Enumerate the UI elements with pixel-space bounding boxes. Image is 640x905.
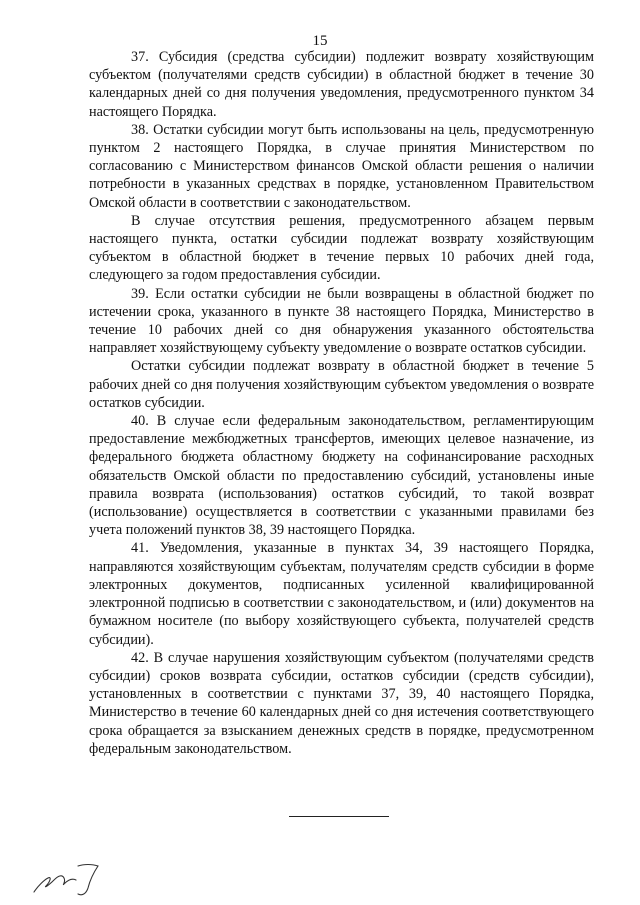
paragraph-38: 38. Остатки субсидии могут быть использованы на цель, предусмотренную пунктом 2 настоящего Порядка, в случае принятия Министерством по согласованию с Министерством финансов Омской области решения о наличии потребности в указанных средствах в порядке, установленном Правительством Омской области в соответствии с законодательством. [89,121,594,211]
handwritten-initials [28,856,118,898]
paragraph-39-second: Остатки субсидии подлежат возврату в областной бюджет в течение 5 рабочих дней со дня получения хозяйствующим субъектом уведомления о возврате остатков субсидии. [89,358,594,411]
paragraph-38-second: В случае отсутствия решения, предусмотренного абзацем первым настоящего пункта, остатки субсидии подлежат возврату хозяйствующим субъектом в областной бюджет в течение первых 10 рабочих дней года, следующего за годом предоставления субсидии. [89,212,594,284]
document-body [89,48,594,758]
paragraph-39: 39. Если остатки субсидии не были возвращены в областной бюджет по истечении срока, указанного в пункте 38 настоящего Порядка, Министерство в течение 10 рабочих дней со дня обнаружения указанного обстоятельства направляет хозяйствующему субъекту уведомление о возврате остатков субсидии. [89,285,594,357]
paragraph-40: 40. В случае если федеральным законодательством, регламентирующим предоставление межбюджетных трансфертов, имеющих целевое назначение, из федерального бюджета областному бюджету на софинансирование расходных обязательств Омской области по предоставлению субсидий, установлены иные правила возврата (использования) остатков субсидий, то такой возврат (использование) осуществляется в соответствии с указанными правилами без учета положений пунктов 38, 39 настоящего Порядка. [89,413,594,539]
paragraph-42: 42. В случае нарушения хозяйствующим субъектом (получателями средств субсидии) сроков возврата субсидии, остатков субсидии (средств субсидии), установленных в соответствии с пунктами 37, 39, 40 настоящего Порядка, Министерство в течение 60 календарных дней со дня истечения соответствующего срока обращается за взысканием денежных средств в порядке, предусмотренном федеральным законодательством. [89,649,594,757]
closing-separator-line [289,816,389,817]
paragraph-41: 41. Уведомления, указанные в пунктах 34, 39 настоящего Порядка, направляются хозяйствующим субъектам, получателям средств субсидии в форме электронных документов, подписанных усиленной квалифицированной электронной подписью в соответствии с законодательством, и (или) документов на бумажном носителе (по выбору хозяйствующего субъекта, получателей средств субсидии). [89,540,594,648]
paragraph-37: 37. Субсидия (средства субсидии) подлежит возврату хозяйствующим субъектом (получателями средств субсидии) в областной бюджет в течение 30 календарных дней со дня получения уведомления, предусмотренного пунктом 34 настоящего Порядка. [89,49,594,120]
page-number: 15 [312,33,328,49]
